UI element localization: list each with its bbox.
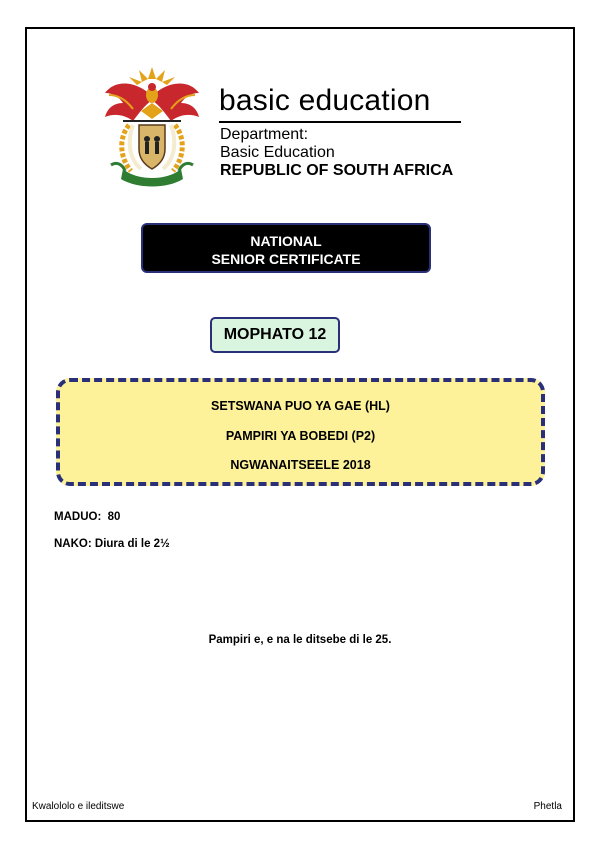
- subject-name: SETSWANA PUO YA GAE (HL): [211, 399, 390, 413]
- time-info: NAKO: Diura di le 2½: [54, 538, 170, 550]
- footer-copyright: Kwalololo e ileditswe: [32, 801, 125, 812]
- department-label: Department:: [220, 126, 309, 143]
- page-count-note: Pampiri e, e na le ditsebe di le 25.: [208, 634, 392, 646]
- grade-box: MOPHATO 12: [210, 317, 340, 353]
- subject-box: [56, 378, 545, 486]
- crest-motto-ribbon: [121, 169, 183, 187]
- brand-rule: [219, 121, 461, 123]
- certificate-line1: NATIONAL: [250, 233, 322, 249]
- department-name: Basic Education: [220, 144, 335, 161]
- footer-turn-over: Phetla: [533, 801, 562, 812]
- certificate-line2: SENIOR CERTIFICATE: [211, 251, 361, 267]
- marks-info: MADUO: 80: [54, 511, 121, 523]
- coat-of-arms-icon: [101, 65, 203, 190]
- country-name: REPUBLIC OF SOUTH AFRICA: [220, 162, 454, 179]
- exam-session: NGWANAITSEELE 2018: [230, 458, 371, 472]
- certificate-box: [141, 223, 431, 273]
- crest-sun: [129, 67, 175, 85]
- brand-title: basic education: [219, 84, 431, 117]
- paper-name: PAMPIRI YA BOBEDI (P2): [225, 429, 376, 443]
- crest-shield: [139, 125, 165, 169]
